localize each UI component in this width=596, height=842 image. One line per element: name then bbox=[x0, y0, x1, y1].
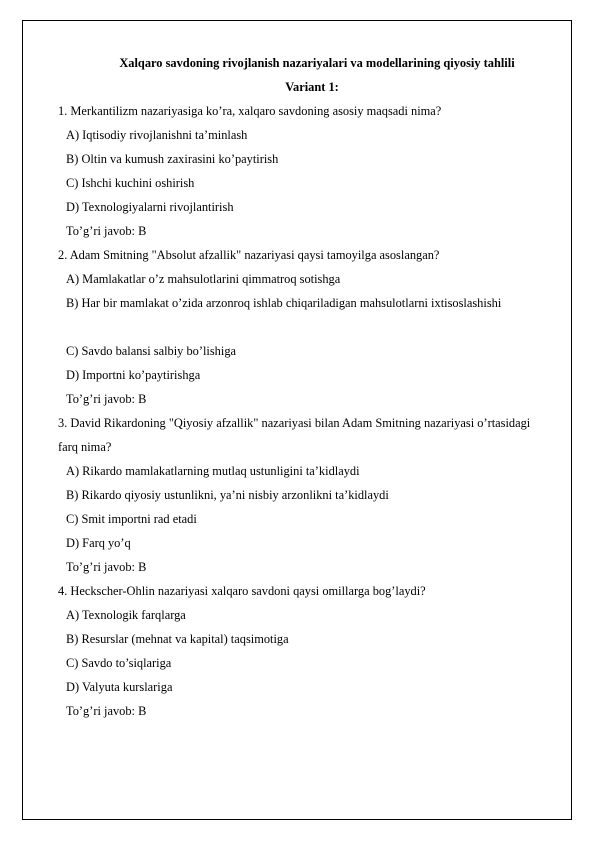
option-d: D) Farq yo’q bbox=[66, 536, 131, 550]
correct-answer: To’g’ri javob: B bbox=[66, 392, 147, 406]
option-c: C) Savdo to’siqlariga bbox=[66, 656, 172, 670]
option-a: A) Rikardo mamlakatlarning mutlaq ustunligini ta’kidlaydi bbox=[66, 464, 360, 478]
question-2 bbox=[58, 243, 548, 411]
option-b-text: B) Har bir mamlakat o’zida arzonroq ishlab chiqariladigan mahsulotlarni ixtisoslashishi bbox=[66, 296, 502, 310]
option-b bbox=[58, 291, 548, 339]
correct-answer: To’g’ri javob: B bbox=[66, 224, 147, 238]
option-a: A) Iqtisodiy rivojlanishni ta’minlash bbox=[66, 128, 248, 142]
option-b: B) Resurslar (mehnat va kapital) taqsimotiga bbox=[66, 632, 289, 646]
variant-heading: Variant 1: bbox=[285, 80, 339, 94]
option-c: C) Smit importni rad etadi bbox=[66, 512, 197, 526]
option-b: B) Oltin va kumush zaxirasini ko’paytirish bbox=[66, 152, 279, 166]
option-c: C) Ishchi kuchini oshirish bbox=[66, 176, 195, 190]
question-text: 3. David Rikardoning "Qiyosiy afzallik" nazariyasi bilan Adam Smitning nazariyasi o’rtasidagi farq nima? bbox=[58, 416, 531, 454]
question-1 bbox=[58, 99, 548, 243]
correct-answer: To’g’ri javob: B bbox=[66, 704, 147, 718]
option-d: D) Texnologiyalarni rivojlantirish bbox=[66, 200, 234, 214]
document-body bbox=[58, 51, 548, 723]
option-d: D) Importni ko’paytirishga bbox=[66, 368, 201, 382]
option-a: A) Texnologik farqlarga bbox=[66, 608, 186, 622]
document-title: Xalqaro savdoning rivojlanish nazariyalari va modellarining qiyosiy tahlili bbox=[119, 56, 515, 70]
question-text: 1. Merkantilizm nazariyasiga ko’ra, xalqaro savdoning asosiy maqsadi nima? bbox=[58, 104, 442, 118]
question-3 bbox=[58, 411, 548, 579]
option-d: D) Valyuta kurslariga bbox=[66, 680, 173, 694]
option-c: C) Savdo balansi salbiy bo’lishiga bbox=[66, 344, 237, 358]
question-text: 4. Heckscher-Ohlin nazariyasi xalqaro savdoni qaysi omillarga bog’laydi? bbox=[58, 584, 426, 598]
question-text: 2. Adam Smitning "Absolut afzallik" nazariyasi qaysi tamoyilga asoslangan? bbox=[58, 248, 440, 262]
option-a: A) Mamlakatlar o’z mahsulotlarini qimmatroq sotishga bbox=[66, 272, 341, 286]
question-4 bbox=[58, 579, 548, 723]
option-b: B) Rikardo qiyosiy ustunlikni, ya’ni nisbiy arzonlikni ta’kidlaydi bbox=[66, 488, 389, 502]
correct-answer: To’g’ri javob: B bbox=[66, 560, 147, 574]
